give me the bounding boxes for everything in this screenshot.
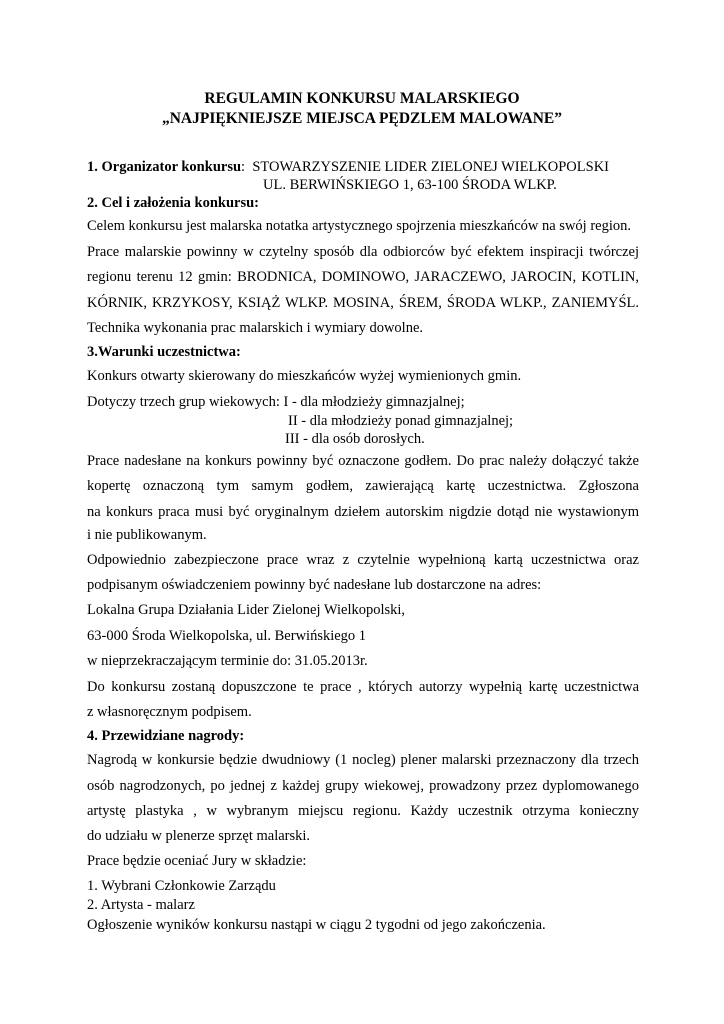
section-4-line: Prace będzie oceniać Jury w składzie:: [87, 853, 307, 869]
age-group-3: III - dla osób dorosłych.: [285, 431, 425, 447]
organizer-name: STOWARZYSZENIE LIDER ZIELONEJ WIELKOPOLSKI: [252, 159, 609, 175]
section-4-line: artystę plastyka , w wybranym miejscu regionu. Każdy uczestnik otrzyma konieczny: [87, 803, 639, 819]
section-3-line: kopertę oznaczoną tym samym godłem, zawierającą kartę uczestnictwa. Zgłoszona: [87, 478, 639, 494]
section-4-line: osób nagrodzonych, po jednej z każdej grupy wiekowej, prowadzony przez dyplomowanego: [87, 778, 639, 794]
jury-item-1: 1. Wybrani Członkowie Zarządu: [87, 878, 276, 894]
section-4-line: Nagrodą w konkursie będzie dwudniowy (1 nocleg) plener malarski przeznaczony dla trzech: [87, 752, 639, 768]
section-3-line: z własnoręcznym podpisem.: [87, 704, 252, 720]
section-1-line: [87, 158, 639, 176]
section-2-line: KÓRNIK, KRZYKOSY, KSIĄŻ WLKP. MOSINA, ŚREM, ŚRODA WLKP., ZANIEMYŚL.: [87, 295, 639, 311]
section-1-colon: :: [241, 159, 246, 175]
section-2-line: Prace malarskie powinny w czytelny sposób dla odbiorców być efektem inspiracji twórczej: [87, 244, 639, 260]
title-line-1: REGULAMIN KONKURSU MALARSKIEGO: [204, 90, 520, 107]
section-2-line: regionu terenu 12 gmin: BRODNICA, DOMINOWO, JARACZEWO, JAROCIN, KOTLIN,: [87, 269, 639, 285]
section-3-line: Lokalna Grupa Działania Lider Zielonej Wielkopolski,: [87, 602, 406, 618]
section-2-line: Technika wykonania prac malarskich i wymiary dowolne.: [87, 320, 423, 336]
section-3-line: na konkurs praca musi być oryginalnym dziełem autorskim nigdzie dotąd nie wystawionym: [87, 504, 639, 520]
results-announcement: Ogłoszenie wyników konkursu nastąpi w ciągu 2 tygodni od jego zakończenia.: [87, 917, 546, 933]
section-3-intro: Konkurs otwarty skierowany do mieszkańców wyżej wymienionych gmin.: [87, 368, 522, 384]
section-4-heading: 4. Przewidziane nagrody:: [87, 728, 245, 744]
section-4-line: do udziału w plenerze sprzęt malarski.: [87, 828, 311, 844]
organizer-address: UL. BERWIŃSKIEGO 1, 63-100 ŚRODA WLKP.: [263, 177, 557, 193]
section-1-heading: 1. Organizator konkursu: [87, 159, 242, 175]
deadline-line: w nieprzekraczającym terminie do: 31.05.2013r.: [87, 653, 368, 669]
section-3-line: Prace nadesłane na konkurs powinny być oznaczone godłem. Do prac należy dołączyć także: [87, 453, 639, 469]
section-3-line: Do konkursu zostaną dopuszczone te prace , których autorzy wypełnią kartę uczestnictwa: [87, 679, 639, 695]
title-line-2: „NAJPIĘKNIEJSZE MIEJSCA PĘDZLEM MALOWANE”: [161, 110, 563, 127]
section-3-line: 63-000 Środa Wielkopolska, ul. Berwińskiego 1: [87, 628, 367, 644]
section-2-heading: 2. Cel i założenia konkursu:: [87, 195, 259, 211]
section-3-heading: 3.Warunki uczestnictwa:: [87, 344, 241, 360]
section-3-line: Odpowiednio zabezpieczone prace wraz z czytelnie wypełnioną kartą uczestnictwa oraz: [87, 552, 639, 568]
age-group-2: II - dla młodzieży ponad gimnazjalnej;: [288, 413, 514, 429]
jury-item-2: 2. Artysta - malarz: [87, 897, 195, 913]
section-2-line: Celem konkursu jest malarska notatka artystycznego spojrzenia mieszkańców na swój region.: [87, 218, 631, 234]
age-group-1: Dotyczy trzech grup wiekowych: I - dla młodzieży gimnazjalnej;: [87, 394, 465, 410]
section-3-line: i nie publikowanym.: [87, 527, 207, 543]
section-3-line: podpisanym oświadczeniem powinny być nadesłane lub dostarczone na adres:: [87, 577, 542, 593]
